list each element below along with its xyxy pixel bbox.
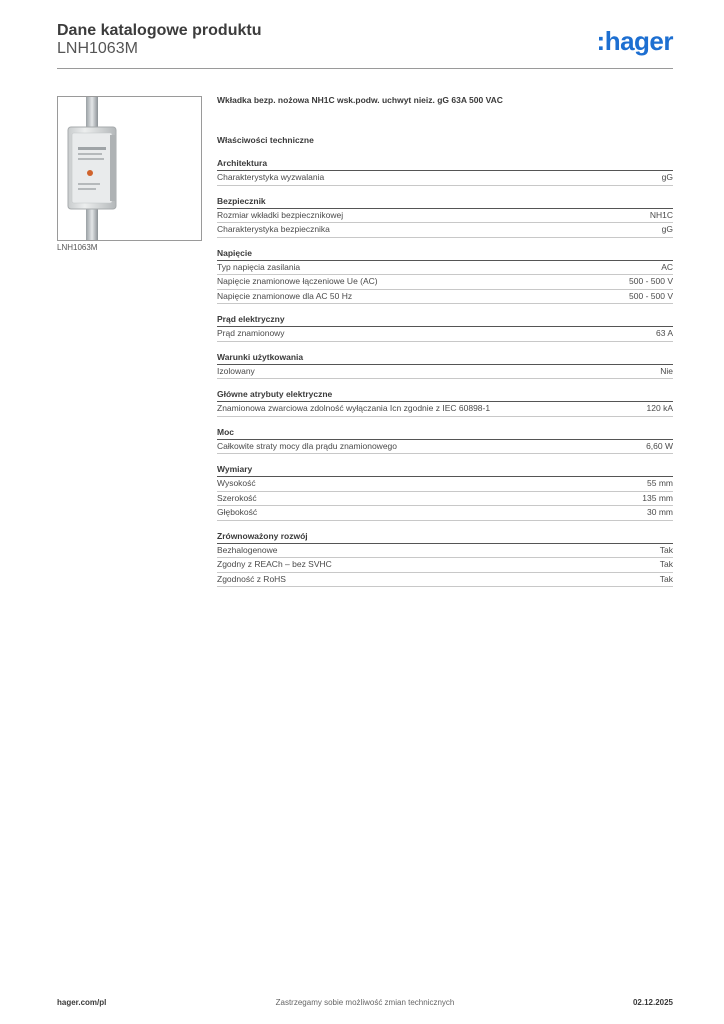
property-value: 500 - 500 V bbox=[629, 290, 673, 301]
property-group-title: Architektura bbox=[217, 158, 673, 171]
property-row bbox=[217, 440, 673, 455]
property-group-title: Napięcie bbox=[217, 248, 673, 261]
property-row bbox=[217, 223, 673, 238]
property-group bbox=[217, 531, 673, 588]
property-value: gG bbox=[661, 172, 673, 182]
property-row bbox=[217, 558, 673, 573]
property-groups bbox=[217, 158, 673, 587]
property-label: Głębokość bbox=[217, 507, 258, 517]
property-row bbox=[217, 171, 673, 186]
property-label: Rozmiar wkładki bezpiecznikowej bbox=[217, 209, 344, 220]
property-group bbox=[217, 427, 673, 455]
property-row bbox=[217, 209, 673, 224]
property-group bbox=[217, 389, 673, 417]
property-group bbox=[217, 196, 673, 238]
property-value: 63 A bbox=[655, 328, 673, 338]
hager-logo bbox=[597, 28, 673, 54]
property-row bbox=[217, 506, 673, 521]
property-row bbox=[217, 492, 673, 507]
page-header bbox=[57, 22, 673, 58]
property-row bbox=[217, 275, 673, 290]
property-row bbox=[217, 327, 673, 342]
property-value: 6,60 W bbox=[646, 440, 673, 451]
property-label: Zgodność z RoHS bbox=[217, 573, 286, 584]
property-value: 55 mm bbox=[647, 478, 673, 488]
property-row bbox=[217, 544, 673, 559]
property-value: Nie bbox=[660, 365, 673, 376]
property-group-title: Główne atrybuty elektryczne bbox=[217, 389, 673, 402]
header-divider bbox=[57, 68, 673, 69]
property-group-title: Warunki użytkowania bbox=[217, 352, 673, 365]
property-label: Napięcie znamionowe dla AC 50 Hz bbox=[217, 290, 353, 301]
property-label: Wysokość bbox=[217, 478, 256, 488]
property-row bbox=[217, 402, 673, 417]
property-group-title: Moc bbox=[217, 427, 673, 440]
property-group bbox=[217, 158, 673, 186]
property-label: Izolowany bbox=[217, 365, 255, 376]
document-title: Dane katalogowe produktu bbox=[57, 22, 262, 39]
property-group bbox=[217, 352, 673, 380]
product-description: Wkładka bezp. nożowa NH1C wsk.podw. uchwyt nieiz. gG 63A 500 VAC bbox=[217, 95, 503, 105]
property-value: 135 mm bbox=[642, 492, 673, 503]
logo-text: :hager bbox=[596, 26, 673, 56]
property-label: Charakterystyka wyzwalania bbox=[217, 172, 325, 182]
property-label: Charakterystyka bezpiecznika bbox=[217, 224, 330, 234]
page-footer bbox=[57, 998, 673, 1010]
product-code: LNH1063M bbox=[57, 40, 138, 57]
property-group-title: Bezpiecznik bbox=[217, 196, 673, 209]
footer-website: hager.com/pl bbox=[57, 998, 107, 1007]
footer-date: 02.12.2025 bbox=[632, 998, 673, 1007]
property-value: Tak bbox=[659, 544, 673, 555]
property-label: Zgodny z REACh – bez SVHC bbox=[217, 559, 332, 569]
property-group-title: Prąd elektryczny bbox=[217, 314, 673, 327]
property-row bbox=[217, 573, 673, 588]
property-group bbox=[217, 464, 673, 521]
property-label: Napięcie znamionowe łączeniowe Ue (AC) bbox=[217, 276, 378, 286]
property-value: 120 kA bbox=[646, 403, 673, 413]
property-label: Typ napięcia zasilania bbox=[217, 261, 301, 272]
property-value: Tak bbox=[659, 559, 673, 569]
property-value: NH1C bbox=[649, 209, 673, 220]
property-value: gG bbox=[661, 224, 673, 234]
product-image bbox=[57, 96, 202, 241]
property-label: Znamionowa zwarciowa zdolność wyłączania Icn zgodnie z IEC 60898-1 bbox=[217, 403, 491, 413]
property-value: AC bbox=[661, 261, 673, 272]
property-label: Prąd znamionowy bbox=[217, 328, 285, 338]
property-value: 30 mm bbox=[647, 507, 673, 517]
technical-properties-heading: Właściwości techniczne bbox=[217, 135, 314, 145]
property-row bbox=[217, 365, 673, 380]
fuse-illustration bbox=[58, 97, 201, 240]
property-row bbox=[217, 477, 673, 492]
property-row bbox=[217, 261, 673, 276]
footer-disclaimer: Zastrzegamy sobie możliwość zmian technicznych bbox=[275, 998, 455, 1007]
property-value: 500 - 500 V bbox=[629, 276, 673, 286]
image-caption: LNH1063M bbox=[57, 243, 98, 252]
property-group bbox=[217, 314, 673, 342]
property-group bbox=[217, 248, 673, 305]
property-label: Całkowite straty mocy dla prądu znamionowego bbox=[217, 440, 398, 451]
product-details bbox=[217, 93, 673, 597]
property-group-title: Zrównoważony rozwój bbox=[217, 531, 673, 544]
property-group-title: Wymiary bbox=[217, 464, 673, 477]
property-label: Bezhalogenowe bbox=[217, 544, 278, 555]
property-row bbox=[217, 290, 673, 305]
property-label: Szerokość bbox=[217, 492, 257, 503]
property-value: Tak bbox=[659, 573, 673, 584]
